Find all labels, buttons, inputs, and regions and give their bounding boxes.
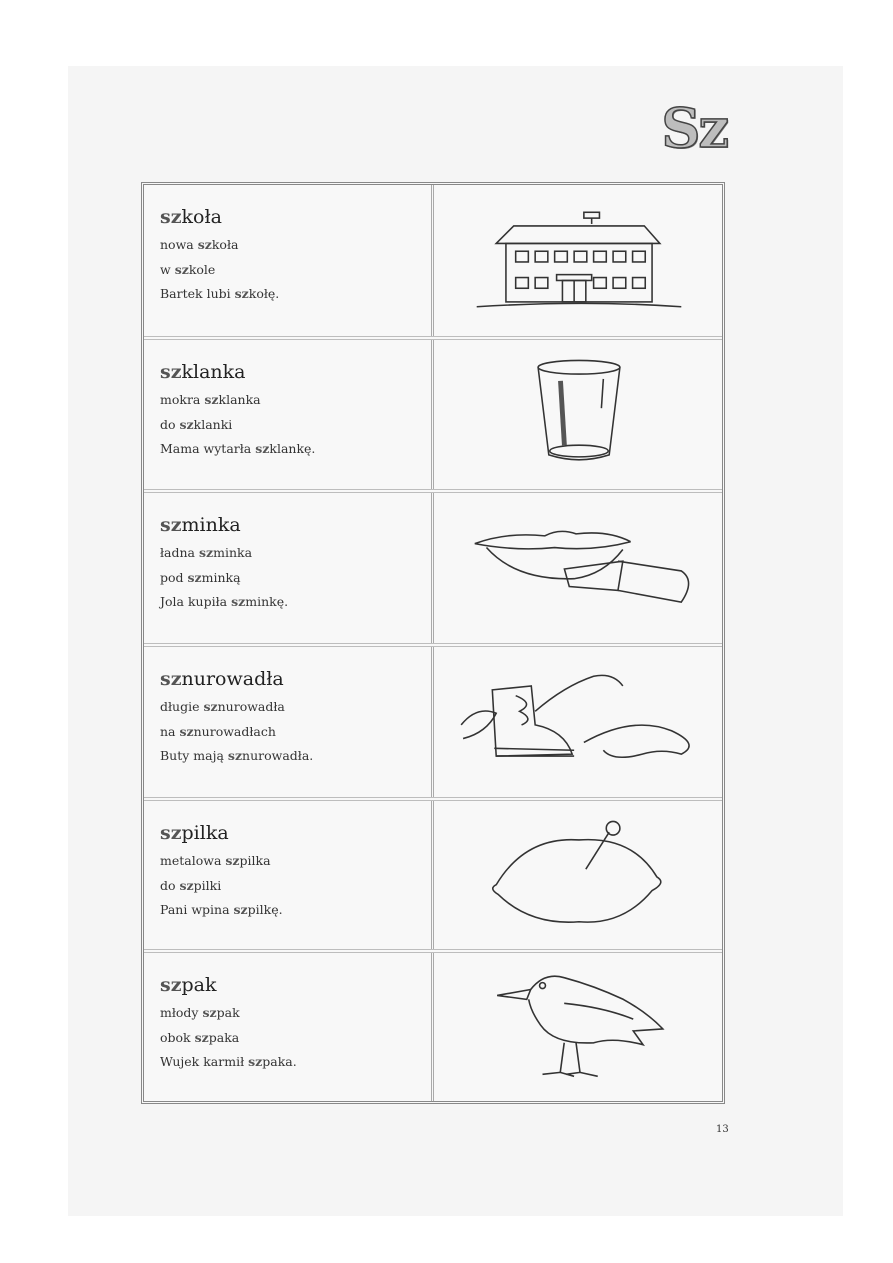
lipstick-icon: [436, 493, 722, 643]
text-span: minka: [213, 545, 253, 560]
page-number: 13: [716, 1124, 729, 1135]
phrase: [160, 1001, 431, 1026]
text-span: obok: [160, 1029, 195, 1045]
text-span: paka: [208, 1029, 240, 1045]
word-table: [141, 182, 725, 1104]
headword: [160, 513, 431, 537]
phrase: [160, 541, 431, 566]
headword: [160, 667, 431, 691]
text-span: minką: [201, 569, 241, 585]
text-span: na: [160, 723, 180, 739]
text-span: Buty mają: [160, 748, 228, 763]
text-span: koła: [211, 237, 239, 252]
sz-highlight: sz: [194, 1029, 209, 1045]
section-letter: Sz: [661, 96, 727, 160]
text-span: klankę.: [269, 441, 316, 456]
phrase: [160, 874, 431, 899]
text-span: do: [160, 877, 180, 893]
sz-highlight: sz: [179, 416, 194, 432]
text-span: Jola kupiła: [160, 594, 232, 609]
sentence: [160, 590, 431, 615]
table-row: [144, 340, 722, 493]
text-span: w: [160, 261, 175, 277]
text-span: pak: [216, 1005, 240, 1020]
text-span: koła: [181, 206, 222, 228]
phrase: [160, 413, 431, 438]
glass-icon: [436, 340, 722, 489]
sz-highlight: sz: [160, 822, 182, 844]
text-span: Wujek karmił: [160, 1054, 249, 1069]
text-span: kołę.: [248, 286, 280, 301]
phrase: [160, 720, 431, 745]
text-span: Mama wytarła: [160, 441, 256, 456]
phrase: [160, 233, 431, 258]
phrase: [160, 695, 431, 720]
sz-highlight: sz: [202, 1005, 217, 1020]
sz-highlight: sz: [197, 237, 212, 252]
sz-highlight: sz: [225, 853, 240, 868]
sentence: [160, 282, 431, 307]
sz-highlight: sz: [204, 392, 219, 407]
text-span: klanka: [181, 361, 246, 383]
phrase: [160, 388, 431, 413]
sz-highlight: sz: [160, 668, 182, 690]
phrase: [160, 566, 431, 591]
text-span: Bartek lubi: [160, 286, 235, 301]
table-row: [144, 185, 722, 340]
text-span: nowa: [160, 237, 198, 252]
sz-highlight: sz: [187, 569, 202, 585]
sz-highlight: sz: [160, 206, 182, 228]
sz-highlight: sz: [174, 261, 189, 277]
phrase: [160, 258, 431, 283]
text-span: Pani wpina: [160, 902, 234, 917]
headword: [160, 821, 431, 845]
pin-cushion-icon: [436, 801, 722, 949]
text-span: pilkę.: [247, 902, 283, 917]
school-icon: [436, 185, 722, 336]
text-span: ładna: [160, 545, 199, 560]
sz-highlight: sz: [160, 361, 182, 383]
text-span: do: [160, 416, 180, 432]
sentence: [160, 898, 431, 923]
shoe-laces-icon: [436, 647, 722, 797]
text-span: klanki: [193, 416, 233, 432]
sz-highlight: sz: [234, 286, 249, 301]
word-cell: [144, 493, 434, 643]
text-span: minkę.: [245, 594, 289, 609]
word-cell: [144, 953, 434, 1101]
text-span: minka: [181, 514, 241, 536]
word-cell: [144, 340, 434, 489]
sentence: [160, 437, 431, 462]
text-span: klanka: [218, 392, 261, 407]
text-span: młody: [160, 1005, 203, 1020]
word-cell: [144, 647, 434, 797]
sz-highlight: sz: [233, 902, 248, 917]
headword: [160, 205, 431, 229]
word-cell: [144, 801, 434, 949]
text-span: nurowadła: [181, 668, 284, 690]
sz-highlight: sz: [179, 877, 194, 893]
text-span: pod: [160, 569, 188, 585]
sz-highlight: sz: [227, 748, 243, 763]
text-span: nurowadłach: [193, 723, 276, 739]
starling-icon: [436, 953, 722, 1101]
sz-highlight: sz: [198, 545, 214, 560]
text-span: pak: [181, 974, 217, 996]
headword: [160, 973, 431, 997]
sz-highlight: sz: [160, 514, 182, 536]
sentence: [160, 744, 431, 769]
text-span: pilki: [193, 877, 222, 893]
sz-highlight: sz: [248, 1054, 263, 1069]
text-span: metalowa: [160, 853, 226, 868]
text-span: nurowadła.: [242, 748, 314, 763]
phrase: [160, 849, 431, 874]
sz-highlight: sz: [255, 441, 270, 456]
sz-highlight: sz: [179, 723, 194, 739]
text-span: nurowadła: [217, 699, 285, 714]
table-row: [144, 647, 722, 801]
sz-highlight: sz: [160, 974, 182, 996]
text-span: kole: [188, 261, 216, 277]
sz-highlight: sz: [203, 699, 218, 714]
text-span: paka.: [262, 1054, 297, 1069]
text-span: długie: [160, 699, 204, 714]
text-span: mokra: [160, 392, 205, 407]
sentence: [160, 1050, 431, 1075]
table-row: [144, 953, 722, 1101]
table-row: [144, 801, 722, 953]
headword: [160, 360, 431, 384]
word-cell: [144, 185, 434, 336]
text-span: pilka: [181, 822, 229, 844]
phrase: [160, 1026, 431, 1051]
text-span: pilka: [239, 853, 271, 868]
table-row: [144, 493, 722, 647]
sz-highlight: sz: [231, 594, 246, 609]
